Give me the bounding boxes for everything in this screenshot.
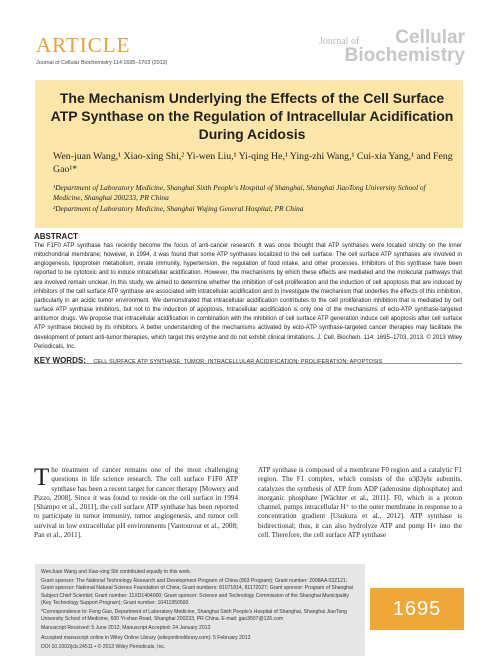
footnote-doi: DOI 10.1002/jcb.24511 • © 2013 Wiley Periodicals, Inc.	[41, 643, 166, 650]
footnote-correspondence: *Correspondence to: Feng Gao, Department of Laboratory Medicine, Shanghai Sixth People's Hospital of Shanghai, Shanghai JiaoTong University School of Medicine, 600 Yi-shan Road, Shanghai 200233, PR China. E-mail: gao3507@126.com	[41, 609, 347, 623]
keywords-line	[34, 350, 462, 368]
keywords-list: CELL SURFACE ATP SYNTHASE; TUMOR; INTRACELLULAR ACIDIFICATION; PROLIFERATION; APOPTOSIS	[93, 359, 383, 365]
footnote-grants: Grant sponsor: The National Technology Research and Development Program of China (863 Program); Grant number: 2008AA 02Z121; Grant sponsor: National Natural Science Foundation of China; Grant numbers: 81071814, 81172027; Grant sponsor: Program of Shanghai Subject Chief Scientist; Grant number: 11XD1404000; Grant sponsor: Science and Technology Commission of the Shanghai Municipality (Key Technology Support Program); Grant number: 10411950500.	[41, 578, 353, 606]
body-paragraph-right: ATP synthase is composed of a membrane F0 region and a catalytic F1 region. The F1 complex, which consists of the α3β3γδε subunits, catalyzes the synthesis of ATP from ADP (adenosine diphosphate) and inorganic phosphate [Wächter et al., 2011]. F0, which is a proton channel, pumps intracellular H⁺ to the outer membrane in response to a concentration gradient [Usukura et al., 2012]. ATP synthase is bidirectional; thus, it can also hydrolyze ATP and pump H+ into the cell. Therefore, the cell surface ATP synthase	[258, 466, 462, 540]
footnote-received: Manuscript Received: 5 June 2012; Manuscript Accepted: 24 January 2013	[41, 625, 211, 632]
page-number-badge: 1695	[370, 588, 464, 630]
journal-logo	[319, 24, 469, 70]
journal-citation: Journal of Cellular Biochemistry 114:1695–1703 (2013)	[36, 60, 168, 66]
author-list: Wen-juan Wang,¹ Xiao-xing Shi,² Yi-wen Liu,¹ Yi-qing He,¹ Ying-zhi Wang,¹ Cui-xia Yang,¹ and Feng Gao¹*	[53, 151, 453, 175]
article-title: The Mechanism Underlying the Effects of the Cell Surface ATP Synthase on the Regulation of Intracellular Acidification During Acidosis	[50, 90, 454, 142]
title-panel	[35, 80, 463, 228]
journal-logo-line-1: Cellular	[395, 27, 465, 48]
footnote-panel	[35, 564, 365, 656]
journal-logo-line-2: Biochemistry	[344, 45, 465, 66]
footnote-online: Accepted manuscript online in Wiley Online Library (wileyonlinelibrary.com): 5 February 2013	[41, 634, 251, 641]
body-paragraph-left: he treatment of cancer remains one of the most challenging questions in life science research. The cell surface F1F0 ATP synthase has been a recent target for cancer therapy [Mowery and Pizzo, 2008]. Since it was found to reside on the cell surface in 1994 [Shampo et al., 2011], the cell surface ATP synthase has been reported to participate in tumor immunity, tumor angiogenesis, and tumor cell survival in low extracellular pH environments [Vantourout et al., 2008; Pan et al., 2011].	[34, 466, 238, 540]
affiliation-2: ²Department of Laboratory Medicine, Shanghai Wujing General Hospital, PR China	[53, 204, 304, 213]
keywords-divider	[34, 363, 462, 364]
journal-logo-prefix: Journal of	[319, 36, 360, 47]
body-column-right	[258, 466, 462, 540]
drop-cap: T	[34, 464, 50, 491]
abstract-heading: ABSTRACT	[34, 232, 78, 241]
abstract-body: The F1F0 ATP synthase has recently become the focus of anti-cancer research. It was once thought that ATP synthases were located strictly on the inner mitochondrial membrane; however, in 1994, it was found that some ATP synthases localized to the cell surface. The cell surface ATP synthases are involved in angiogenesis, lipoprotein metabolism, innate immunity, hypertension, the regulation of food intake, and other processes. Inhibitors of this synthase have been reported to be cytotoxic and to induce intracellular acidification. However, the mechanisms by which these effects are mediated and the molecular pathways that are involved remain unclear. In this study, we aimed to determine whether the inhibition of cell proliferation and the induction of cell apoptosis that are induced by inhibitors of the cell surface ATP synthase are associated with intracellular acidification and to investigate the mechanism that underlies the effects of this inhibition, particularly in an acidic tumor environment. We demonstrated that intracellular acidification contributes to the cell proliferation inhibition that is mediated by cell surface ATP synthase inhibitors, but not to the induction of apoptosis. Intracellular acidification is only one of the mechanisms of ecto-ATP synthase-targeted antitumor drugs. We propose that intracellular acidification in combination with the inhibition of cell surface ATP generation induce cell apoptosis after cell surface ATP synthase blocked by its inhibitors. A better understanding of the mechanisms activated by ecto-ATP synthase-targeted cancer therapies may facilitate the development of potent anti-tumor therapies, which target this enzyme and do not exhibit clinical limitations. J. Cell. Biochem. 114: 1695–1703, 2013. © 2013 Wiley Periodicals, Inc.	[34, 243, 462, 350]
section-label: ARTICLE	[36, 33, 131, 57]
page-header	[0, 0, 492, 80]
body-column-left	[34, 466, 238, 540]
footnote-contribution: WenJuan Wang and Xiao-xing Shi contributed equally to this work.	[41, 569, 192, 575]
affiliation-1: ¹Department of Laboratory Medicine, Shanghai Sixth People's Hospital of Shanghai, Shanghai JiaoTong University School of Medicine, Shanghai 200233, PR China	[53, 183, 426, 202]
keywords-label: KEY WORDS:	[34, 356, 86, 365]
